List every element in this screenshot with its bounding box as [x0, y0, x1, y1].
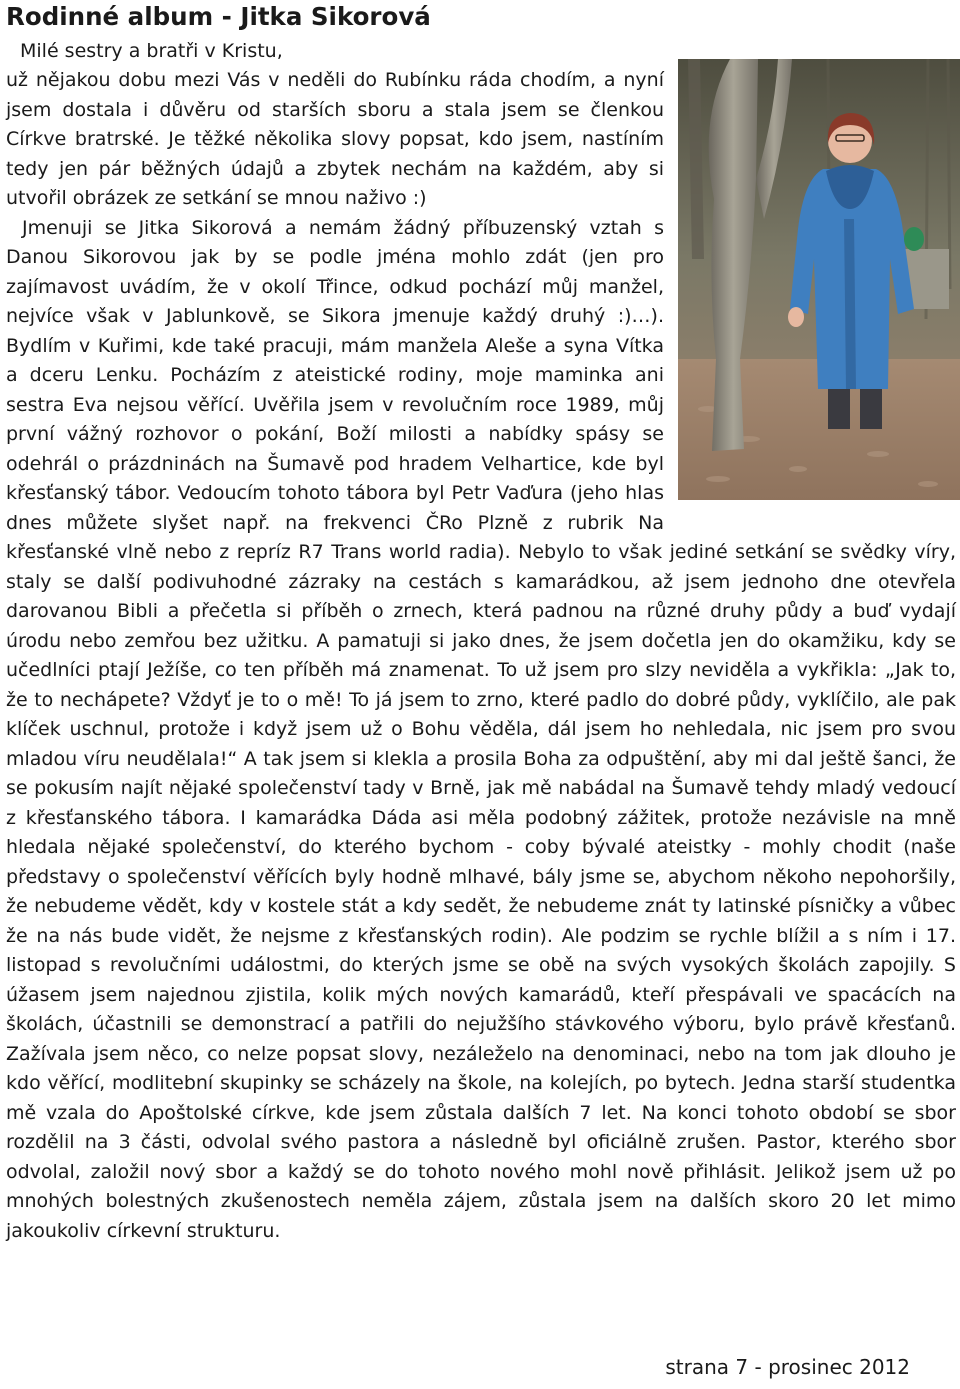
- article-paragraph: Jmenuji se Jitka Sikorová a nemám žádný příbuzenský vztah s Danou Sikorovou jak by se podle jména mohlo zdát (jen pro zajímavost uvádím, že v okolí Třince, odkud pochází můj manžel, nejvíce však v Jablunkově, se Sikora jmenuje každý druhý :)…). Bydlím v Kuřimi, kde také pracuji, mám manžela Aleše a syna Vítka a dceru Lenku. Pocházím z ateistické rodiny, moje maminka ani sestra Eva nejsou věřící. Uvěřila jsem v revolučním roce 1989, můj první vážný rozhovor o pokání, Boží milosti a nabídky spásy se odehrál o prázdninách na Šumavě pod hradem Velhartice, kde byl křesťanský tábor. Vedoucím tohoto tábora byl Petr Vaďura (jeho hlas dnes můžete slyšet např. na frekvenci ČRo Plzně z rubrik Na křesťanské vlně nebo z repríz R7 Trans world radia). Nebylo to však jediné setkání se svědky víry, staly se další podivuhodné zázraky na cestách s kamarádkou, až jsem jednoho dne otevřela darovanou Bibli a přečetla si příběh o zrnech, která padnou na různé druhy půdy a buď vydají úrodu nebo zemřou bez užitku. A pamatuji si jako dnes, že jsem dočetla jen do okamžiku, kdy se učedlníci ptají Ježíše, co ten příběh má znamenat. To už jsem pro slzy neviděla a vykřikla: „Jak to, že to nechápete? Vždyť je to o mě! To já jsem to zrno, které padlo do dobré půdy, vyklíčilo, ale pak klíček uschnul, protože i když jsem už o Bohu věděla, dál jsem ho nehledala, nic jsem pro svou mladou víru neudělala!“ A tak jsem si klekla a prosila Boha za odpuštění, aby mi dal ještě šanci, že se pokusím najít nějaké společenství tady v Brně, jak mě nabádal na Šumavě tehdy mladý vedoucí z křesťanského tábora. I kamarádka Dáda asi měla podobný zážitek, protože nezávisle na mně hledala nějaké společenství, do kterého bychom - coby bývalé ateistky - mohly chodit (naše představy o společenství věřících byly hodně mlhavé, bály jsme se, abychom někoho nepohoršily, že nebudeme vědět, kdy v kostele stát a kdy sedět, že nebudeme znát ty latinské písničky a vůbec že na nás bude vidět, že nejsme z křesťanských rodin). Ale podzim se rychle blížil a s ním i 17. listopad s revolučními událostmi, do kterých jsme se obě na svých vysokých školách zapojily. S úžasem jsem najednou zjistila, kolik mých nových kamarádů, kteří přespávali ve spacácích na školách, účastnili se demonstrací a patřili do nejužšího stávkového výboru, bylo právě křesťanů. Zažívala jsem něco, co nelze popsat slovy, nezáleželo na denominaci, nebo na tom jak dlouho je kdo věřící, modlitební skupinky se scházely na škole, na kolejích, po bytech. Jedna starší studentka mě vzala do Apoštolské církve, kde jsem zůstala dalších 7 let. Na konci tohoto období se sbor rozdělil na 3 části, odvolal svého pastora a následně byl oficiálně zrušen. Pastor, kterého sbor odvolal, založil nový sbor a každý se do tohoto nového mohl nově přihlásit. Jelikož jsem už po mnohých bolestných zkušenostech neměla zájem, zůstala jsem na dalších skoro 20 let mimo jakoukoliv církevní strukturu.: [6, 216, 956, 1242]
- photo-wrap-spacer: [664, 66, 956, 516]
- article-paragraph: už nějakou dobu mezi Vás v neděli do Rubínku ráda chodím, a nyní jsem dostala i důvěru od starších sboru a stala jsem se členkou Církve bratrské. Je těžké několika slovy popsat, kdo jsem, nastíním tedy jen pár běžných údajů a zbytek nechám na každém, aby si utvořil obrázek ze setkání se mnou naživo :): [6, 69, 664, 209]
- article-greeting: Milé sestry a bratři v Kristu,: [20, 40, 283, 62]
- article-body: [6, 66, 956, 1246]
- page-footer: strana 7 - prosinec 2012: [665, 1355, 910, 1379]
- magazine-page: [6, 0, 956, 1389]
- article-title: Rodinné album - Jitka Sikorová: [6, 2, 431, 31]
